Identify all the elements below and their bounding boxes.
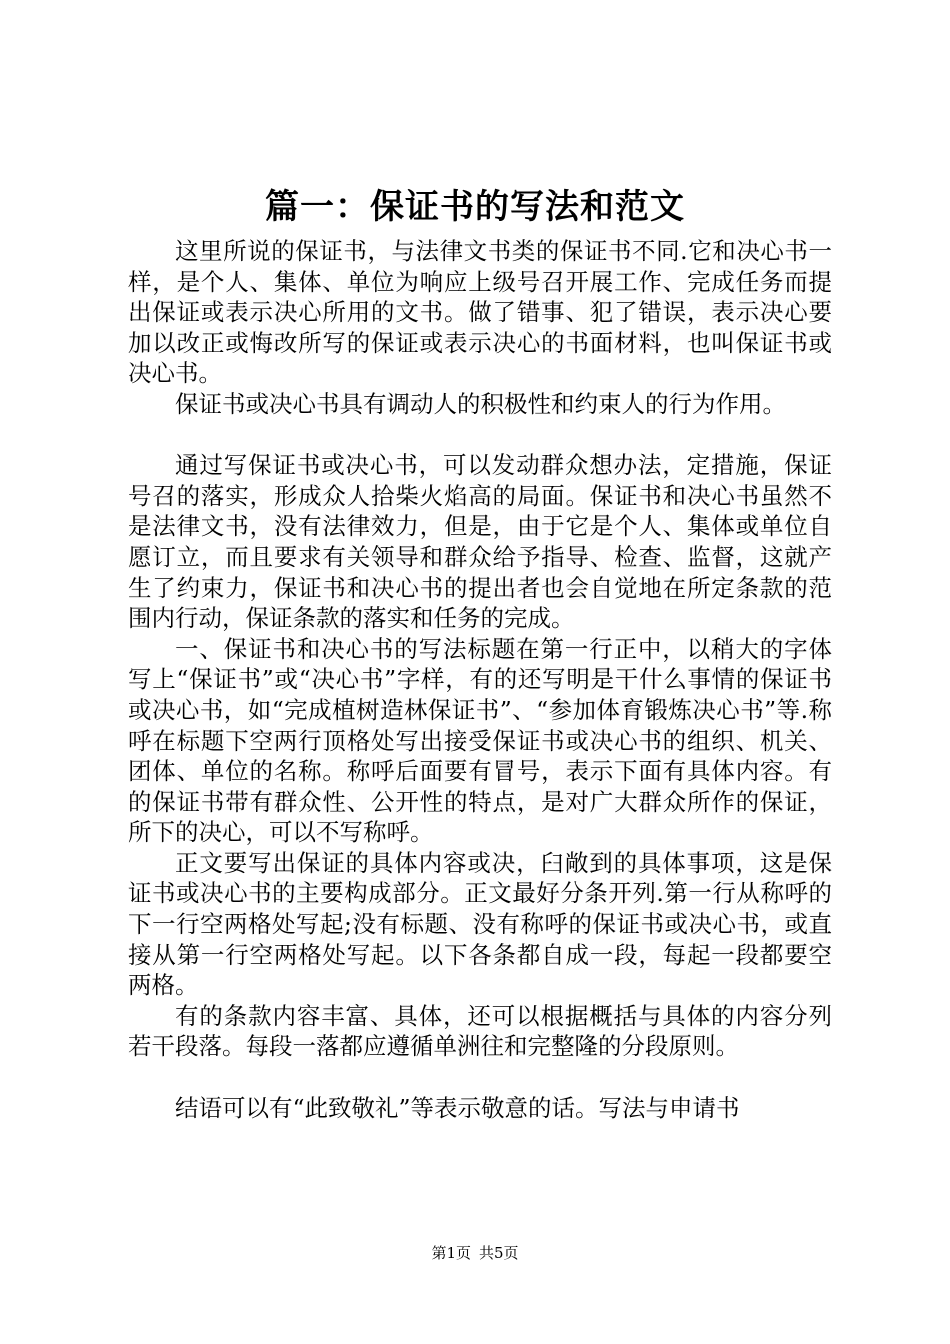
paragraph-gap — [128, 420, 832, 451]
document-body — [128, 236, 832, 1123]
paragraph-intro: 这里所说的保证书，与法律文书类的保证书不同.它和决心书一样，是个人、集体、单位为响应上级号召开展工作、完成任务而提出保证或表示决心所用的文书。做了错事、犯了错误，表示决心要加以改正或悔改所写的保证或表示决心的书面材料，也叫保证书或决心书。 — [128, 237, 832, 388]
paragraph-sections: 有的条款内容丰富、具体，还可以根据概括与具体的内容分列若干段落。每段一落都应遵循单洲往和完整隆的分段原则。 — [128, 1001, 832, 1061]
paragraph-main-text: 正文要写出保证的具体内容或决，臼敞到的具体事项，这是保证书或决心书的主要构成部分。正文最好分条开列.第一行从称呼的下一行空两格处写起;没有标题、没有称呼的保证书或决心书，或直接从第一行空两格处写起。以下各条都自成一段，每起一段都要空两格。 — [128, 848, 832, 1000]
paragraph-gap — [128, 1062, 832, 1093]
paragraph-function: 保证书或决心书具有调动人的积极性和约束人的行为作用。 — [175, 389, 786, 418]
paragraph-title-salutation: 一、保证书和决心书的写法标题在第一行正中，以稍大的字体写上“保证书”或“决心书”字样，有的还写明是干什么事情的保证书或决心书，如“完成植树造林保证书”、“参加体育锻炼决心书”等.称呼在标题下空两行顶格处写出接受保证书或决心书的组织、机关、团体、单位的名称。称呼后面要有冒号，表示下面有具体内容。有的保证书带有群众性、公开性的特点，是对广大群众所作的保证，所下的决心，可以不写称呼。 — [128, 634, 832, 847]
paragraph-effect: 通过写保证书或决心书，可以发动群众想办法，定措施，保证号召的落实，形成众人拾柴火焰高的局面。保证书和决心书虽然不是法律文书，没有法律效力，但是，由于它是个人、集体或单位自愿订立，而且要求有关领导和群众给予指导、检查、监督，这就产生了约束力，保证书和决心书的提出者也会自觉地在所定条款的范围内行动，保证条款的落实和任务的完成。 — [128, 451, 832, 633]
paragraph-closing: 结语可以有“此致敬礼”等表示敬意的话。写法与申请书 — [175, 1093, 740, 1122]
page-footer — [0, 1243, 950, 1263]
document-title: 篇一：保证书的写法和范文 — [265, 187, 685, 227]
page-number: 第1页 — [431, 1244, 471, 1262]
page-total: 共5页 — [479, 1244, 519, 1262]
